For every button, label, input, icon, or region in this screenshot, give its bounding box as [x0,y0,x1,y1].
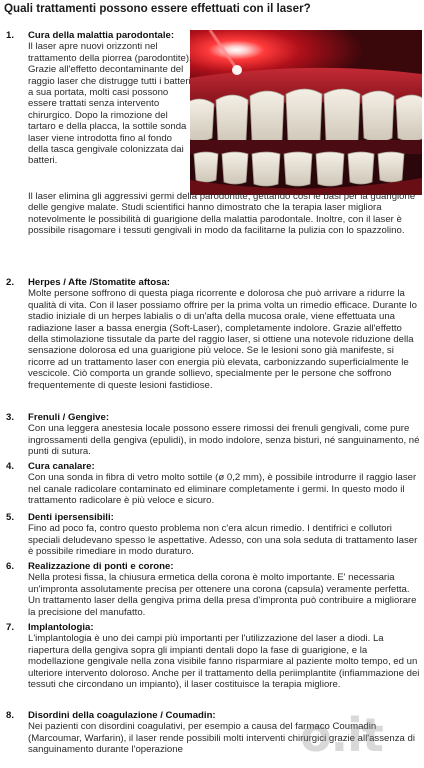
item-number: 1. [6,30,15,41]
item-text: Fino ad poco fa, contro questo problema non c'era alcun rimedio. I dentifrici e collutori speciali deludevano spesso le aspettative. Adesso, con una sola seduta di trattamento laser è possibile rimediare in modo duraturo. [28,523,418,558]
item-text: Nella protesi fissa, la chiusura ermetica della corona è molto importante. E' necessaria un'impronta assolutamente precisa per ottenere una corona (capsula) veramente perfetta. Un trattamento laser della gengiva prima della presa d'impronta può contribuire a migliorare la precisione del manufatto. [28,572,417,618]
item-heading: Herpes / Afte /Stomatite aftosa: [28,277,170,288]
item-heading: Realizzazione di ponti e corone: [28,561,174,572]
item-heading: Denti ipersensibili: [28,512,114,523]
item-number: 3. [6,412,15,423]
item-text: Nei pazienti con disordini coagulativi, per esempio a causa del farmaco Coumadin (Marcoumar, Warfarin), il laser rende possibili molti interventi chirurgici grazie all'assenza di sanguinamento durante l'operazione [28,721,415,756]
item-text: L'implantologia è uno dei campi più importanti per l'utilizzazione del laser a diodi. La riapertura della gengiva sopra gli impianti dentali dopo la fase di guarigione, e la modellazione gengivale nella zona visibile fanno risparmiare al paziente molto tempo, ed un ulteriore intervento doloroso. Anche per il trattamento della periimplantite (infiammazione dei tessuti che circondano un impianto), il laser costituisce la terapia migliore. [28,633,420,691]
item-text-continued: Il laser elimina gli aggressivi germi della parodontite, gettando così le basi per la guarigione delle gengive malate. Studi scientifici hanno dimostrato che la terapia laser migliora notevolmente le possibilità di guarigione della malattia parodontale. Inoltre, con il laser è possibile risagomare i tessuti gengivali in modo da facilitarne la pulizia con lo spazzolino. [28,191,416,237]
item-number: 6. [6,561,15,572]
item-heading: Cura della malattia parodontale: [28,30,175,41]
item-heading: Frenuli / Gengive: [28,412,110,423]
watermark: o.it [300,708,383,762]
item-number: 7. [6,622,15,633]
item-heading: Cura canalare: [28,461,95,472]
item-heading: Implantologia: [28,622,94,633]
item-text: Molte persone soffrono di questa piaga ricorrente e dolorosa che può arrivare a ridurre la qualità di vita. Con il laser possiamo offrire per la prima volta un rimedio efficace. Durante lo stadio iniziale di un herpes labialis o di un'afta della mucosa orale, viene effettuata una radiazione laser a bassa energia (Soft-Laser), completamente indolore. Grazie all'effetto della stimolazione tissutale da parte del raggio laser, si ottiene una notevole riduzione della sensazione dolorosa ed una guarigione più veloce. Se le lesioni sono già manifeste, si ricorre ad un trattamento laser con energia più elevata, carbonizzando superficialmente le vescicole. Ciò comporta un grande sollievo, specialmente per le persone che soffrono frequentemente di queste lesioni fastidiose. [28,288,417,391]
item-text: Con una leggera anestesia locale possono essere rimossi dei frenuli gengivali, come pure ingrossamenti della gengiva (epulidi), in modo indolore, senza bisturi, né sanguinamento, né punti di sutura. [28,423,420,458]
page-title: Quali trattamenti possono essere effettuati con il laser? [4,2,311,15]
item-text: Il laser apre nuovi orizzonti nel trattamento della piorrea (parodontite). Grazie all'effetto decontaminante del raggio laser che distrugge tutti i batteri a sua portata, molti casi possono essere trattati senza intervento chirurgico. Dopo la rimozione del tartaro e della placca, la sottile sonda laser viene introdotta fino al fondo della tasca gengivale colonizzata dai batteri. [28,41,192,167]
item-number: 8. [6,710,15,721]
item-number: 4. [6,461,15,472]
item-heading: Disordini della coagulazione / Coumadin: [28,710,216,721]
item-number: 5. [6,512,15,523]
item-number: 2. [6,277,15,288]
item-text: Con una sonda in fibra di vetro molto sottile (ø 0,2 mm), è possibile introdurre il raggio laser nel canale radicolare contaminato ed eliminare completamente i germi. In questo modo il trattamento radicolare è più veloce e sicuro. [28,472,417,507]
